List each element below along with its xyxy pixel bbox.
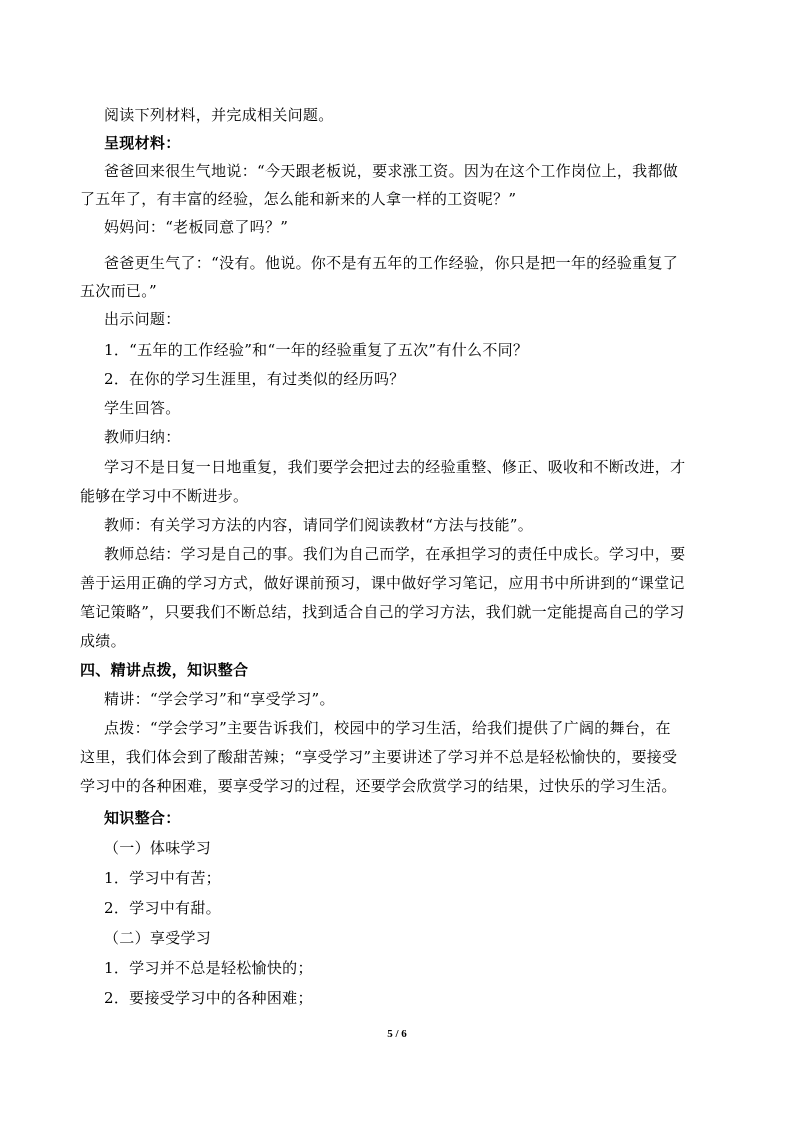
- paragraph-line: 出示问题：: [104, 310, 181, 328]
- page-number: 5 / 6: [387, 1028, 407, 1040]
- subsection-heading: （一）体味学习: [104, 839, 212, 857]
- paragraph-line: 教师归纳：: [104, 428, 181, 446]
- subsection-heading: （二）享受学习: [104, 929, 212, 947]
- question-item: 1．“五年的工作经验”和“一年的经验重复了五次”有什么不同？: [104, 341, 529, 359]
- paragraph-line: 教师：有关学习方法的内容，请同学们阅读教材“方法与技能”。: [104, 516, 534, 534]
- paragraph-line: 善于运用正确的学习方式，做好课前预习，课中做好学习笔记，应用书中所讲到的“课堂记: [80, 574, 685, 592]
- paragraph-line: 爸爸回来很生气地说：“今天跟老板说，要求涨工资。因为在这个工作岗位上，我都做: [104, 162, 679, 180]
- section-heading-materials: 呈现材料：: [104, 134, 181, 152]
- paragraph-line: 笔记策略”，只要我们不断总结，找到适合自己的学习方法，我们就一定能提高自己的学习: [80, 603, 685, 621]
- list-item: 1．学习并不总是轻松愉快的；: [104, 959, 313, 977]
- instruction-text: 阅读下列材料，并完成相关问题。: [104, 106, 334, 124]
- list-item: 1．学习中有苦；: [104, 869, 221, 887]
- paragraph-line: 学习不是日复一日地重复，我们要学会把过去的经验重整、修正、吸收和不断改进，才: [104, 458, 686, 476]
- section-heading-four: 四、精讲点拨，知识整合: [80, 661, 249, 679]
- section-heading-knowledge: 知识整合：: [104, 809, 181, 827]
- paragraph-line: 妈妈问：“老板同意了吗？”: [104, 218, 289, 236]
- list-item: 2．学习中有甜。: [104, 899, 221, 917]
- paragraph-line: 五次而已。”: [80, 282, 157, 300]
- paragraph-line: 成绩。: [80, 632, 126, 650]
- paragraph-line: 学生回答。: [104, 399, 181, 417]
- paragraph-line: 这里，我们体会到了酸甜苦辣；“享受学习”主要讲述了学习并不总是轻松愉快的，要接受: [80, 748, 678, 766]
- paragraph-line: 教师总结：学习是自己的事。我们为自己而学，在承担学习的责任中成长。学习中，要: [104, 545, 686, 563]
- paragraph-line: 了五年了，有丰富的经验，怎么能和新来的人拿一样的工资呢？”: [80, 190, 517, 208]
- paragraph-line: 精讲：“学会学习”和“享受学习”。: [104, 690, 335, 708]
- paragraph-line: 点拨：“学会学习”主要告诉我们，校园中的学习生活，给我们提供了广阔的舞台，在: [104, 719, 671, 737]
- paragraph-line: 能够在学习中不断进步。: [80, 487, 249, 505]
- paragraph-line: 学习中的各种困难，要享受学习的过程，还要学会欣赏学习的结果，过快乐的学习生活。: [80, 777, 677, 795]
- question-item: 2．在你的学习生涯里，有过类似的经历吗？: [104, 370, 405, 388]
- list-item: 2．要接受学习中的各种困难；: [104, 989, 313, 1007]
- paragraph-line: 爸爸更生气了：“没有。他说。你不是有五年的工作经验，你只是把一年的经验重复了: [104, 254, 679, 272]
